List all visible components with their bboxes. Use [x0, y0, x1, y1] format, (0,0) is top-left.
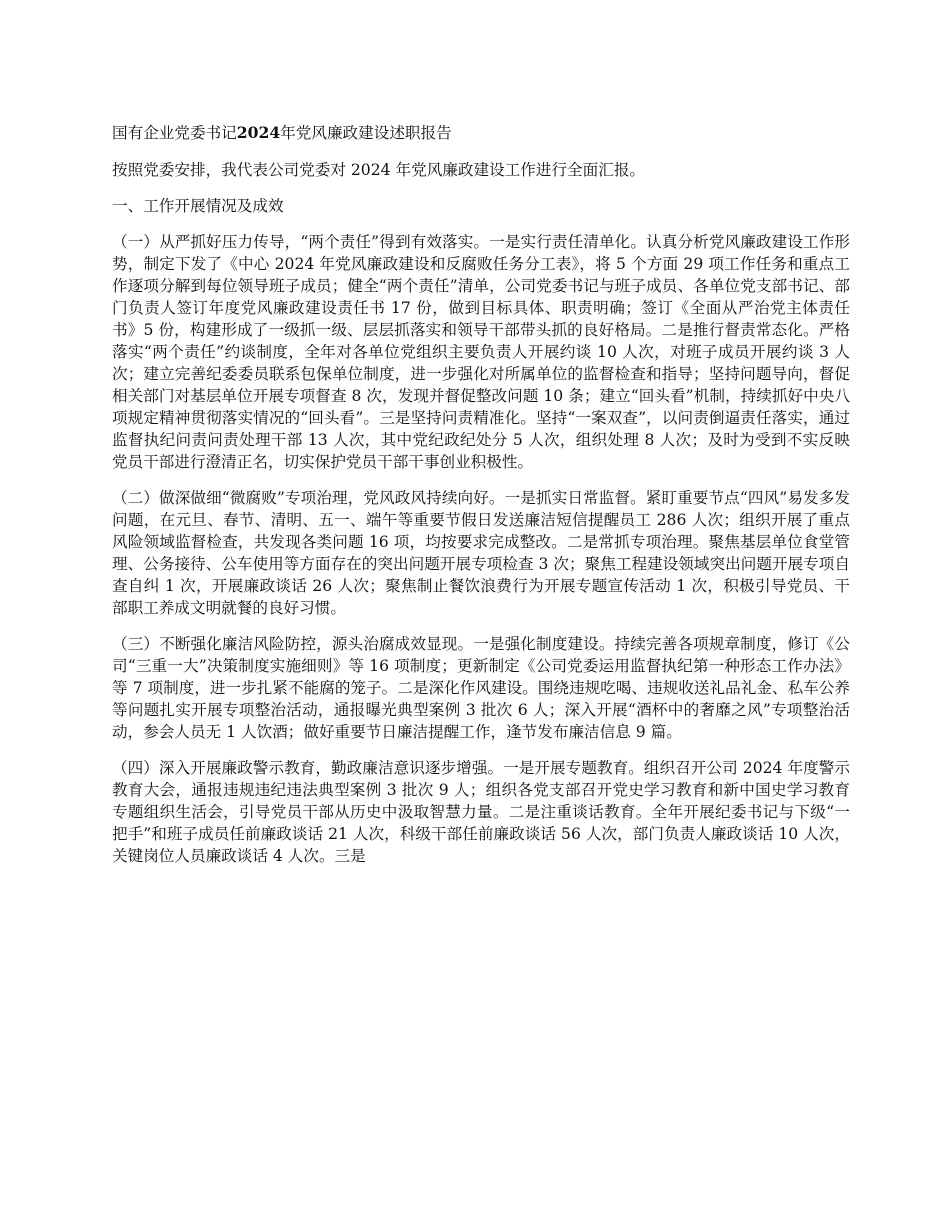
title-prefix: 国有企业党委书记: [112, 124, 237, 142]
title-year: 2024: [236, 123, 281, 142]
body-paragraph-1: （一）从严抓好压力传导，“两个责任”得到有效落实。一是实行责任清单化。认真分析党风廉政建设工作形势，制定下发了《中心 2024 年党风廉政建设和反腐败任务分工表》，将 5 个方面 29 项工作任务和重点工作逐项分解到每位领导班子成员；健全“两个责任”清单，公司党委书记与班子成员、各单位党支部书记、部门负责人签订年度党风廉政建设责任书 17 份，做到目标具体、职责明确；签订《全面从严治党主体责任书》5 份，构建形成了一级抓一级、层层抓落实和领导干部带头抓的良好格局。二是推行督责常态化。严格落实“两个责任”约谈制度，全年对各单位党组织主要负责人开展约谈 10 人次，对班子成员开展约谈 3 人次；建立完善纪委委员联系包保单位制度，进一步强化对所属单位的监督检查和指导；坚持问题导向，督促相关部门对基层单位开展专项督查 8 次，发现并督促整改问题 10 条；建立“回头看”机制，持续抓好中央八项规定精神贯彻落实情况的“回头看”。三是坚持问责精准化。坚持“一案双查”，以问责倒逼责任落实，通过监督执纪问责问责处理干部 13 人次，其中党纪政纪处分 5 人次，组织处理 8 人次；及时为受到不实反映党员干部进行澄清正名，切实保护党员干部干事创业积极性。: [112, 233, 850, 471]
body-paragraph-4: （四）深入开展廉政警示教育，勤政廉洁意识逐步增强。一是开展专题教育。组织召开公司 2024 年度警示教育大会，通报违规违纪违法典型案例 3 批次 9 人；组织各党支部召开党史学习教育和新中国史学习教育专题组织生活会，引导党员干部从历史中汲取智慧力量。二是注重谈话教育。全年开展纪委书记与下级“一把手”和班子成员任前廉政谈话 21 人次，科级干部任前廉政谈话 56 人次，部门负责人廉政谈话 10 人次，关键岗位人员廉政谈话 4 人次。三是: [112, 759, 850, 865]
section-heading: 一、工作开展情况及成效: [112, 197, 284, 215]
intro-paragraph: 按照党委安排，我代表公司党委对 2024 年党风廉政建设工作进行全面汇报。: [112, 161, 646, 179]
document-page: [112, 122, 850, 881]
title-suffix: 年党风廉政建设述职报告: [280, 124, 452, 142]
document-title: [112, 122, 850, 144]
body-paragraph-3: （三）不断强化廉洁风险防控，源头治腐成效显现。一是强化制度建设。持续完善各项规章制度，修订《公司“三重一大”决策制度实施细则》等 16 项制度；更新制定《公司党委运用监督执纪第一种形态工作办法》等 7 项制度，进一步扎紧不能腐的笼子。二是深化作风建设。围绕违规吃喝、违规收送礼品礼金、私车公养等问题扎实开展专项整治活动，通报曝光典型案例 3 批次 6 人；深入开展“酒杯中的奢靡之风”专项整治活动，参会人员无 1 人饮酒；做好重要节日廉洁提醒工作，逢节发布廉洁信息 9 篇。: [112, 635, 850, 741]
body-paragraph-2: （二）做深做细“微腐败”专项治理，党风政风持续向好。一是抓实日常监督。紧盯重要节点“四风”易发多发问题，在元旦、春节、清明、五一、端午等重要节假日发送廉洁短信提醒员工 286 人次；组织开展了重点风险领域监督检查，共发现各类问题 16 项，均按要求完成整改。二是常抓专项治理。聚焦基层单位食堂管理、公务接待、公车使用等方面存在的突出问题开展专项检查 3 次；聚焦工程建设领域突出问题开展专项自查自纠 1 次，开展廉政谈话 26 人次；聚焦制止餐饮浪费行为开展专题宣传活动 1 次，积极引导党员、干部职工养成文明就餐的良好习惯。: [112, 489, 850, 617]
